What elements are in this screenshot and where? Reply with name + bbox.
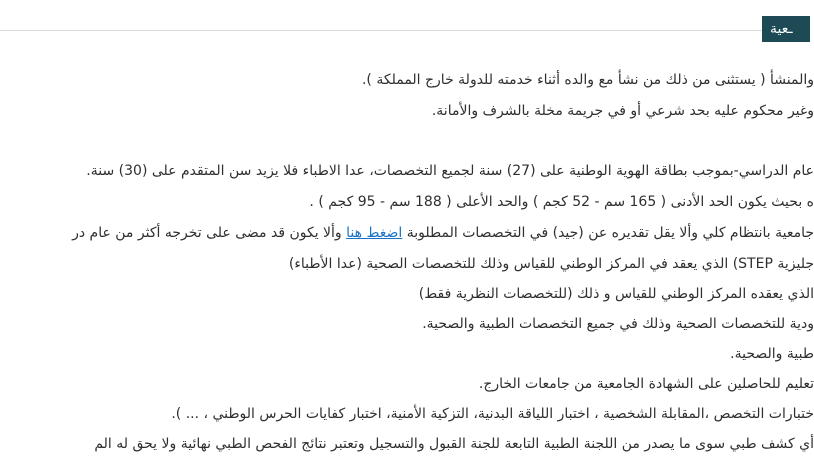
requirement-item: والمنشأ ( يستثنى من ذلك من نشأ مع والده أثناء خدمته للدولة خارج المملكة ). bbox=[361, 72, 814, 88]
requirement-item: تعليم للحاصلين على الشهادة الجامعية من جامعات الخارج. bbox=[478, 376, 814, 392]
requirement-text: وألا يكون قد مضى على تخرجه أكثر من عام در bbox=[72, 225, 347, 241]
requirement-text: جامعية بانتظام كلي وألا يقل تقديره عن (جيد) في التخصصات المطلوبة bbox=[402, 225, 814, 241]
section-tab[interactable]: ـعية bbox=[762, 16, 810, 42]
requirement-item: عام الدراسي-بموجب بطاقة الهوية الوطنية على (27) سنة لجميع التخصصات، عدا الاطباء فلا يزيد سن المتقدم على (30) سنة. bbox=[86, 163, 814, 179]
requirement-item: ودية للتخصصات الصحية وذلك في جميع التخصصات الطبية والصحية. bbox=[422, 316, 814, 332]
requirement-item: أي كشف طبي سوى ما يصدر من اللجنة الطبية التابعة للجنة القبول والتسجيل وتعتبر نتائج الفحص الطبي نهائية ولا يحق له الم bbox=[94, 436, 814, 452]
requirement-item: الذي يعقده المركز الوطني للقياس و ذلك (للتخصصات النظرية فقط) bbox=[418, 286, 814, 302]
click-here-link[interactable]: اضغط هنا bbox=[346, 225, 403, 241]
requirement-item bbox=[72, 223, 814, 243]
requirement-item: طبية والصحية. bbox=[730, 346, 814, 362]
requirement-item: ه بحيث يكون الحد الأدنى ( 165 سم - 52 كجم ) والحد الأعلى ( 188 سم - 95 كجم ) . bbox=[309, 194, 814, 210]
requirement-item: وغير محكوم عليه بحد شرعي أو في جريمة مخلة بالشرف والأمانة. bbox=[431, 103, 814, 119]
requirement-item: جليزية STEP) الذي يعقد في المركز الوطني للقياس وذلك للتخصصات الصحية (عدا الأطباء) bbox=[288, 256, 814, 272]
requirement-item: ختبارات التخصص ،المقابلة الشخصية ، اختبار اللياقة البدنية، التزكية الأمنية، اختبار كفايات الحرس الوطني ، ... ). bbox=[171, 406, 814, 422]
